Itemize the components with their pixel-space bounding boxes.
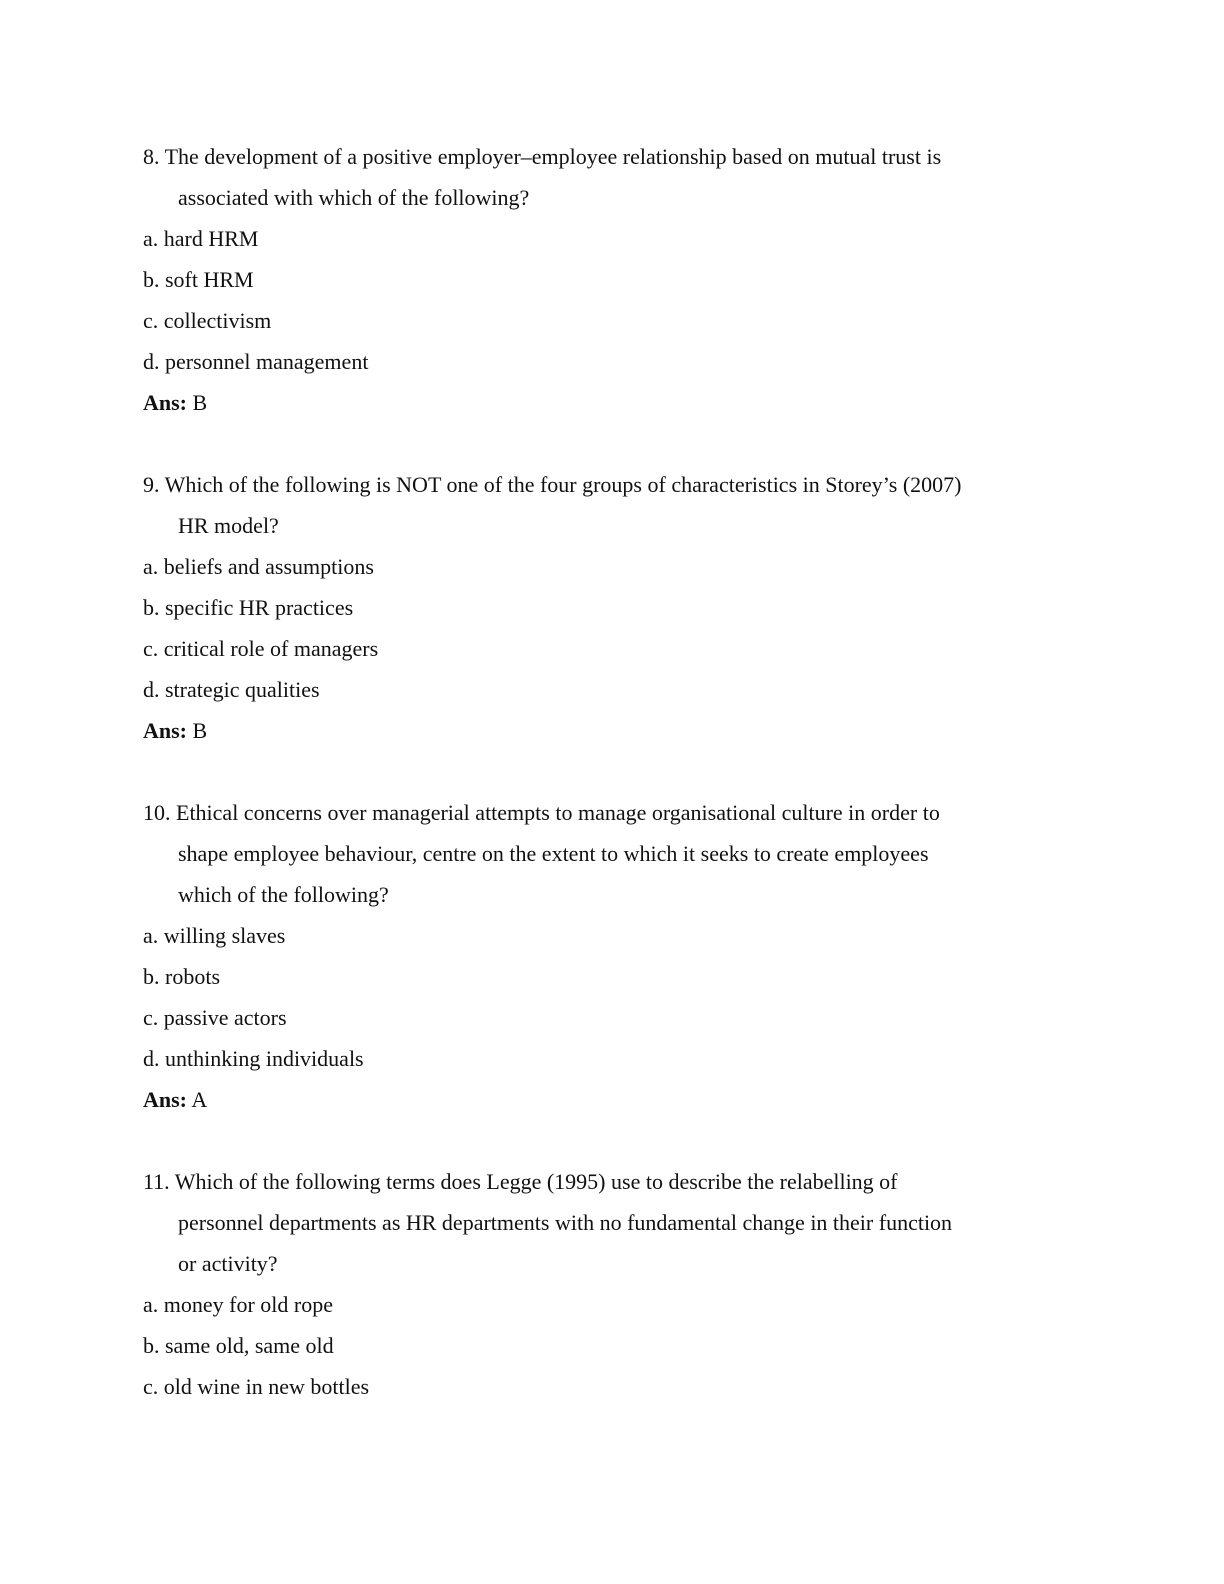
answer-option: c. critical role of managers	[143, 636, 379, 661]
answer-option: a. willing slaves	[143, 923, 286, 948]
answer-option: b. same old, same old	[143, 1333, 334, 1358]
question-stem-line: or activity?	[178, 1251, 278, 1276]
answer-key	[143, 718, 207, 744]
answer-key	[143, 390, 207, 416]
question-stem-line: associated with which of the following?	[178, 185, 530, 210]
answer-value: B	[192, 718, 208, 743]
question-stem-line: 8. The development of a positive employer–employee relationship based on mutual trust is	[143, 144, 942, 169]
answer-key	[143, 1087, 207, 1113]
answer-option: b. soft HRM	[143, 267, 254, 292]
answer-option: d. unthinking individuals	[143, 1046, 364, 1071]
answer-option: b. specific HR practices	[143, 595, 354, 620]
answer-value: B	[192, 390, 208, 415]
answer-option: d. personnel management	[143, 349, 369, 374]
answer-option: d. strategic qualities	[143, 677, 320, 702]
question-stem-line: personnel departments as HR departments with no fundamental change in their function	[178, 1210, 953, 1235]
answer-option: c. old wine in new bottles	[143, 1374, 370, 1399]
answer-option: c. collectivism	[143, 308, 272, 333]
answer-value: A	[191, 1087, 208, 1112]
question-stem-line: shape employee behaviour, centre on the extent to which it seeks to create employees	[178, 841, 929, 866]
answer-option: c. passive actors	[143, 1005, 287, 1030]
answer-label: Ans:	[143, 1087, 188, 1112]
question-stem-line: 10. Ethical concerns over managerial attempts to manage organisational culture in order to	[143, 800, 940, 825]
question-stem-line: 9. Which of the following is NOT one of the four groups of characteristics in Storey’s (2007)	[143, 472, 962, 497]
answer-label: Ans:	[143, 718, 188, 743]
answer-option: a. money for old rope	[143, 1292, 333, 1317]
answer-option: b. robots	[143, 964, 220, 989]
answer-option: a. beliefs and assumptions	[143, 554, 374, 579]
question-stem-line: 11. Which of the following terms does Legge (1995) use to describe the relabelling of	[143, 1169, 898, 1194]
answer-label: Ans:	[143, 390, 188, 415]
question-stem-line: which of the following?	[178, 882, 389, 907]
answer-option: a. hard HRM	[143, 226, 259, 251]
question-stem-line: HR model?	[178, 513, 279, 538]
